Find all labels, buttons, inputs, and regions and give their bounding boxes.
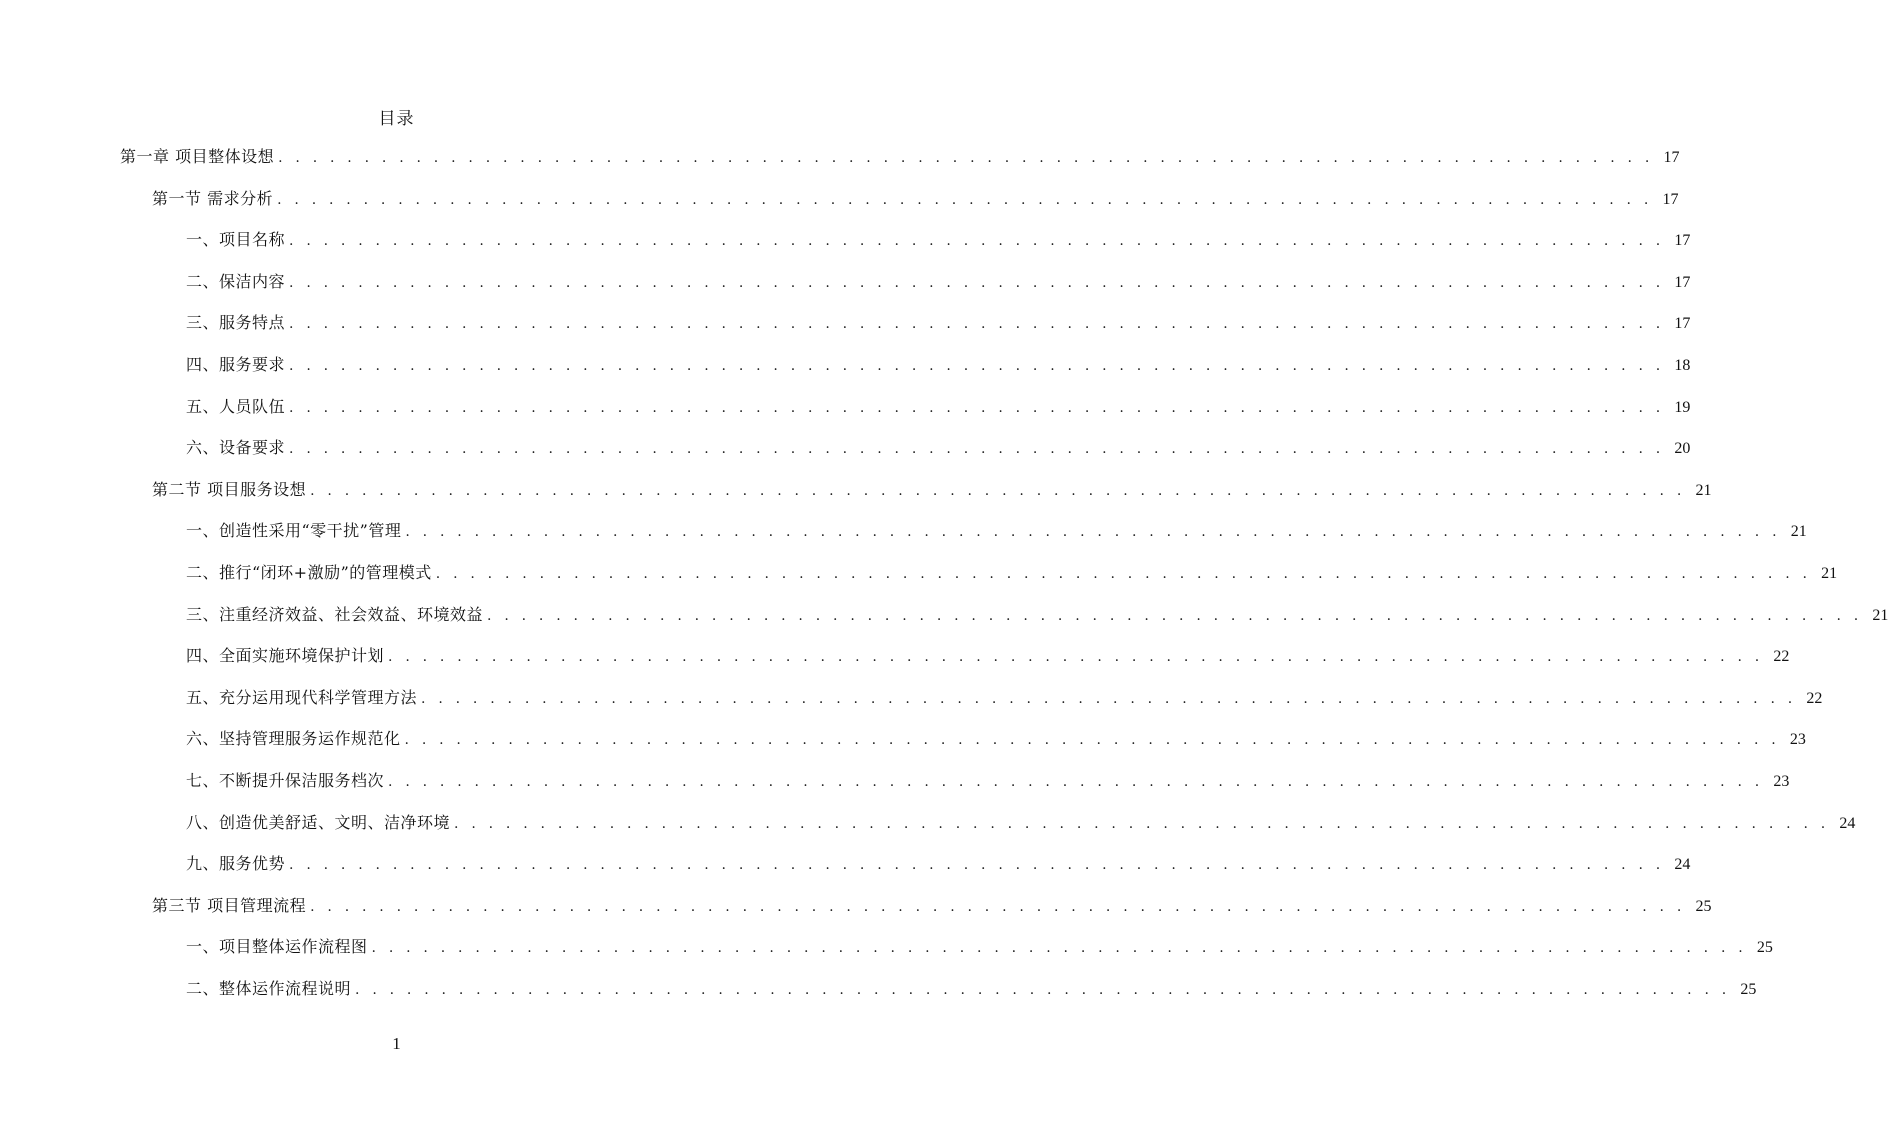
toc-entry-text: 第三节 项目管理流程: [152, 895, 307, 915]
toc-entry-page: 23: [1773, 773, 1790, 790]
toc-dot-leader: . . . . . . . . . . . . . . . . . . . . . . . . . . . . . . . . . . . . . . . . . . . . . . . . . . . . . . . . . . . . . . . . . . . . . . . . . . . . . . . .: [405, 524, 1781, 541]
toc-entry[interactable]: [186, 226, 1691, 254]
toc-entry-text: 四、全面实施环境保护计划: [186, 646, 385, 666]
toc-entry-page: 17: [1674, 232, 1691, 250]
toc-entry-page: 23: [1789, 731, 1806, 749]
toc-entry[interactable]: [186, 809, 1856, 837]
toc-dot-leader: . . . . . . . . . . . . . . . . . . . . . . . . . . . . . . . . . . . . . . . . . . . . . . . . . . . . . . . . . . . . . . . . . . . . . . . . . . . . . . . .: [388, 649, 1764, 666]
toc-entry-text: 二、保洁内容: [186, 271, 286, 291]
toc-entry-text: 六、设备要求: [186, 438, 286, 458]
toc-entry[interactable]: [186, 684, 1823, 712]
toc-entry-page: 21: [1695, 481, 1712, 499]
toc-entry-page: 21: [1821, 565, 1838, 582]
toc-entry-page: 25: [1756, 939, 1773, 957]
toc-dot-leader: . . . . . . . . . . . . . . . . . . . . . . . . . . . . . . . . . . . . . . . . . . . . . . . . . . . . . . . . . . . . . . . . . . . . . . . . . . . . . . . .: [289, 358, 1665, 374]
toc-entry[interactable]: [186, 850, 1691, 878]
toc-dot-leader: . . . . . . . . . . . . . . . . . . . . . . . . . . . . . . . . . . . . . . . . . . . . . . . . . . . . . . . . . . . . . . . . . . . . . . . . . . . . . . . .: [487, 607, 1863, 624]
toc-entry[interactable]: [186, 767, 1790, 795]
toc-entry-text: 七、不断提升保洁服务档次: [186, 771, 385, 790]
toc-entry-page: 17: [1663, 149, 1680, 166]
toc-dot-leader: . . . . . . . . . . . . . . . . . . . . . . . . . . . . . . . . . . . . . . . . . . . . . . . . . . . . . . . . . . . . . . . . . . . . . . . . . . . . . . . .: [289, 274, 1665, 291]
toc-entry-page: 17: [1662, 190, 1679, 208]
toc-entry-page: 20: [1674, 440, 1691, 458]
toc-entry[interactable]: [186, 351, 1691, 379]
toc-dot-leader: . . . . . . . . . . . . . . . . . . . . . . . . . . . . . . . . . . . . . . . . . . . . . . . . . . . . . . . . . . . . . . . . . . . . . . . . . . . . . . . .: [454, 815, 1830, 832]
toc-entry-page: 25: [1695, 897, 1712, 915]
toc-dot-leader: . . . . . . . . . . . . . . . . . . . . . . . . . . . . . . . . . . . . . . . . . . . . . . . . . . . . . . . . . . . . . . . . . . . . . . . . . . . . . . . .: [277, 191, 1653, 208]
toc-entry-page: 22: [1806, 689, 1823, 707]
toc-dot-leader: . . . . . . . . . . . . . . . . . . . . . . . . . . . . . . . . . . . . . . . . . . . . . . . . . . . . . . . . . . . . . . . . . . . . . . . . . . . . . . . .: [289, 857, 1665, 874]
toc-entry[interactable]: [186, 309, 1691, 337]
toc-entry-text: 第一节 需求分析: [152, 188, 274, 208]
toc-title: 目录: [378, 109, 415, 129]
toc-entry-page: 24: [1674, 856, 1691, 874]
toc-dot-leader: . . . . . . . . . . . . . . . . . . . . . . . . . . . . . . . . . . . . . . . . . . . . . . . . . . . . . . . . . . . . . . . . . . . . . . . . . . . . . . . .: [289, 233, 1665, 250]
toc-entry-text: 第二节 项目服务设想: [152, 479, 307, 499]
toc-entry-text: 一、项目整体运作流程图: [186, 937, 368, 957]
toc-entry[interactable]: [186, 393, 1691, 421]
page-number: 1: [392, 1034, 401, 1053]
toc-entry-page: 18: [1674, 357, 1691, 374]
toc-dot-leader: . . . . . . . . . . . . . . . . . . . . . . . . . . . . . . . . . . . . . . . . . . . . . . . . . . . . . . . . . . . . . . . . . . . . . . . . . . . . . . . .: [435, 566, 1812, 582]
toc-entry[interactable]: [186, 933, 1773, 961]
toc-dot-leader: . . . . . . . . . . . . . . . . . . . . . . . . . . . . . . . . . . . . . . . . . . . . . . . . . . . . . . . . . . . . . . . . . . . . . . . . . . . . . . . .: [371, 940, 1747, 957]
toc-entry[interactable]: [186, 517, 1807, 545]
toc-dot-leader: . . . . . . . . . . . . . . . . . . . . . . . . . . . . . . . . . . . . . . . . . . . . . . . . . . . . . . . . . . . . . . . . . . . . . . . . . . . . . . . .: [355, 982, 1731, 998]
toc-entry-page: 17: [1674, 315, 1691, 333]
toc-entry-text: 二、整体运作流程说明: [186, 979, 352, 998]
toc-entry-page: 24: [1839, 814, 1856, 832]
toc-entry[interactable]: [186, 725, 1806, 753]
toc-dot-leader: . . . . . . . . . . . . . . . . . . . . . . . . . . . . . . . . . . . . . . . . . . . . . . . . . . . . . . . . . . . . . . . . . . . . . . . . . . . . . . . .: [388, 774, 1764, 790]
toc-entry-text: 第一章 项目整体设想: [120, 147, 275, 166]
toc-entry-text: 一、创造性采用“零干扰”管理: [186, 521, 402, 541]
toc-entry-text: 六、坚持管理服务运作规范化: [186, 729, 401, 749]
toc-entry-page: 22: [1773, 648, 1790, 666]
toc-entry-text: 一、项目名称: [186, 230, 286, 250]
toc-entry[interactable]: [152, 892, 1712, 920]
toc-entry-text: 三、注重经济效益、社会效益、环境效益: [186, 604, 484, 624]
toc-dot-leader: . . . . . . . . . . . . . . . . . . . . . . . . . . . . . . . . . . . . . . . . . . . . . . . . . . . . . . . . . . . . . . . . . . . . . . . . . . . . . . . .: [278, 150, 1654, 166]
toc-entry[interactable]: [186, 642, 1790, 670]
toc-dot-leader: . . . . . . . . . . . . . . . . . . . . . . . . . . . . . . . . . . . . . . . . . . . . . . . . . . . . . . . . . . . . . . . . . . . . . . . . . . . . . . . .: [289, 316, 1665, 333]
toc-dot-leader: . . . . . . . . . . . . . . . . . . . . . . . . . . . . . . . . . . . . . . . . . . . . . . . . . . . . . . . . . . . . . . . . . . . . . . . . . . . . . . . .: [289, 399, 1665, 416]
toc-dot-leader: . . . . . . . . . . . . . . . . . . . . . . . . . . . . . . . . . . . . . . . . . . . . . . . . . . . . . . . . . . . . . . . . . . . . . . . . . . . . . . . .: [289, 441, 1665, 458]
toc-dot-leader: . . . . . . . . . . . . . . . . . . . . . . . . . . . . . . . . . . . . . . . . . . . . . . . . . . . . . . . . . . . . . . . . . . . . . . . . . . . . . . . .: [310, 898, 1686, 915]
toc-entry-text: 二、推行“闭环+激励”的管理模式: [186, 563, 432, 582]
toc-entry-text: 八、创造优美舒适、文明、洁净环境: [186, 812, 451, 832]
toc-dot-leader: . . . . . . . . . . . . . . . . . . . . . . . . . . . . . . . . . . . . . . . . . . . . . . . . . . . . . . . . . . . . . . . . . . . . . . . . . . . . . . . .: [404, 732, 1780, 749]
toc-entry-page: 21: [1872, 606, 1888, 624]
toc-entry-text: 五、充分运用现代科学管理方法: [186, 687, 418, 707]
toc-entry[interactable]: [186, 601, 1888, 629]
toc-entry[interactable]: [152, 185, 1679, 213]
toc-entry-page: 17: [1674, 273, 1691, 291]
toc-entry-text: 四、服务要求: [186, 355, 286, 374]
toc-entry-page: 19: [1674, 398, 1691, 416]
toc-entry[interactable]: [120, 143, 1680, 171]
toc-entry-text: 五、人员队伍: [186, 396, 286, 416]
toc-entry[interactable]: [186, 975, 1757, 1003]
toc-entry[interactable]: [152, 476, 1712, 504]
toc-entry[interactable]: [186, 268, 1691, 296]
toc-entry[interactable]: [186, 559, 1838, 587]
toc-entry-text: 九、服务优势: [186, 854, 286, 874]
toc-entry[interactable]: [186, 434, 1691, 462]
toc-entry-page: 25: [1740, 981, 1757, 998]
toc-entry-page: 21: [1790, 523, 1807, 541]
toc-dot-leader: . . . . . . . . . . . . . . . . . . . . . . . . . . . . . . . . . . . . . . . . . . . . . . . . . . . . . . . . . . . . . . . . . . . . . . . . . . . . . . . .: [421, 690, 1797, 707]
toc-entry-text: 三、服务特点: [186, 313, 286, 333]
toc-dot-leader: . . . . . . . . . . . . . . . . . . . . . . . . . . . . . . . . . . . . . . . . . . . . . . . . . . . . . . . . . . . . . . . . . . . . . . . . . . . . . . . .: [310, 482, 1686, 499]
